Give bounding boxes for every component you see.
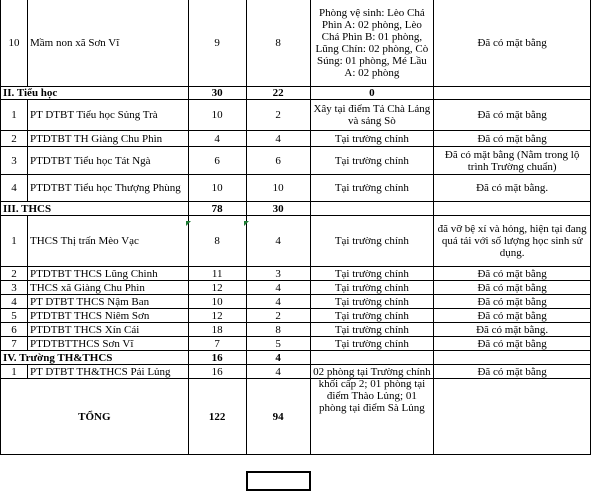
- error-marker-indicator: [186, 221, 191, 226]
- cell-count-b[interactable]: 4: [246, 281, 310, 295]
- cell-count-a[interactable]: 12: [188, 281, 246, 295]
- cell-school-name[interactable]: PTDTBTTHCS Sơn Vĩ: [27, 337, 188, 351]
- cell-note[interactable]: Đã có mặt bằng: [434, 281, 591, 295]
- cell-location[interactable]: [310, 281, 434, 295]
- table-row: [1, 323, 591, 337]
- cell-count-b[interactable]: 4: [246, 295, 310, 309]
- cell-count-b[interactable]: 4: [246, 131, 310, 147]
- cell-location[interactable]: 0: [310, 87, 434, 100]
- cell-index[interactable]: 10: [1, 0, 28, 87]
- cell-count-b[interactable]: 6: [246, 147, 310, 175]
- table-row: [1, 147, 591, 175]
- location-text: Tại trường chính: [334, 154, 409, 167]
- location-text: Tại trường chính: [334, 281, 409, 294]
- cell-note[interactable]: Đã có mặt bằng (Nằm trong lộ trình Trường chuẩn): [434, 147, 591, 175]
- total-row: [1, 379, 591, 455]
- cell-location[interactable]: [310, 295, 434, 309]
- section-row: [1, 87, 591, 100]
- cell-index[interactable]: 2: [1, 267, 28, 281]
- cell-count-a[interactable]: 10: [188, 295, 246, 309]
- cell-count-b[interactable]: 8: [246, 0, 310, 87]
- cell-count-a[interactable]: 16: [188, 365, 246, 379]
- cell-count-a[interactable]: 78: [188, 202, 246, 216]
- table-row: [1, 175, 591, 202]
- cell-location[interactable]: [310, 323, 434, 337]
- table-row: [1, 337, 591, 351]
- table-row: [1, 216, 591, 267]
- cell-note[interactable]: đã vỡ bệ xí và hỏng, hiện tại đang quá tải với số lượng học sinh sử dụng.: [434, 216, 591, 267]
- cell-index[interactable]: 2: [1, 131, 28, 147]
- cell-note[interactable]: Đã có mặt bằng.: [434, 323, 591, 337]
- cell-count-a[interactable]: 10: [188, 100, 246, 131]
- cell-count-a[interactable]: 11: [188, 267, 246, 281]
- cell-school-name[interactable]: PTDTBT TH Giàng Chu Phìn: [27, 131, 188, 147]
- cell-location[interactable]: [310, 147, 434, 175]
- cell-note[interactable]: [434, 351, 591, 365]
- cell-count-b[interactable]: 3: [246, 267, 310, 281]
- cell-school-name[interactable]: THCS xã Giàng Chu Phìn: [27, 281, 188, 295]
- cell-count-a[interactable]: 4: [188, 131, 246, 147]
- cell-note[interactable]: Đã có mặt bằng: [434, 337, 591, 351]
- cell-index[interactable]: 3: [1, 147, 28, 175]
- location-text: 02 phòng tại Trường chính khối cấp 2; 01 phòng tại điểm Thào Lủng; 01 phòng tại điểm Sà Lủng: [313, 365, 431, 414]
- location-text: Tại trường chính: [334, 235, 409, 247]
- cell-index[interactable]: 4: [1, 295, 28, 309]
- cell-count-b[interactable]: 94: [246, 379, 310, 455]
- table-row: [1, 267, 591, 281]
- location-text: Tại trường chính: [334, 132, 409, 145]
- cell-location[interactable]: [310, 131, 434, 147]
- location-text: Tại trường chính: [334, 267, 409, 280]
- cell-count-a[interactable]: 30: [188, 87, 246, 100]
- cell-location[interactable]: [310, 175, 434, 202]
- table-row: [1, 131, 591, 147]
- selected-cell-outline: [246, 471, 311, 491]
- cell-school-name[interactable]: PTDTBT Tiểu học Thượng Phùng: [27, 175, 188, 202]
- table-row: [1, 0, 591, 87]
- cell-school-name[interactable]: PTDTBT Tiểu học Tát Ngà: [27, 147, 188, 175]
- cell-count-a[interactable]: 18: [188, 323, 246, 337]
- cell-count-a[interactable]: 122: [188, 379, 246, 455]
- section-title[interactable]: II. Tiểu học: [1, 87, 189, 100]
- cell-school-name[interactable]: PT DTBT THCS Nậm Ban: [27, 295, 188, 309]
- cell-note[interactable]: [434, 87, 591, 100]
- cell-count-a[interactable]: 6: [188, 147, 246, 175]
- cell-count-a[interactable]: 10: [188, 175, 246, 202]
- cell-location[interactable]: [310, 309, 434, 323]
- cell-school-name[interactable]: PT DTBT Tiểu học Sủng Trà: [27, 100, 188, 131]
- table-row: [1, 295, 591, 309]
- cell-index[interactable]: 1: [1, 100, 28, 131]
- cell-location[interactable]: [310, 351, 434, 365]
- section-title[interactable]: III. THCS: [1, 202, 189, 216]
- cell-count-a[interactable]: 8: [188, 216, 246, 267]
- cell-index[interactable]: 5: [1, 309, 28, 323]
- cell-note[interactable]: Đã có mặt bằng: [434, 365, 591, 379]
- cell-count-b[interactable]: 2: [246, 309, 310, 323]
- cell-note[interactable]: Đã có mặt bằng: [434, 131, 591, 147]
- table-row: [1, 309, 591, 323]
- cell-school-name[interactable]: Mầm non xã Sơn Vĩ: [27, 0, 188, 87]
- cell-index[interactable]: 7: [1, 337, 28, 351]
- table-body: [1, 0, 591, 455]
- cell-school-name[interactable]: PTDTBT THCS Lũng Chinh: [27, 267, 188, 281]
- cell-index[interactable]: 4: [1, 175, 28, 202]
- location-text: Tại trường chính: [334, 295, 409, 308]
- cell-note[interactable]: [434, 379, 591, 455]
- cell-note[interactable]: Đã có mặt bằng: [434, 0, 591, 87]
- cell-note[interactable]: Đã có mặt bằng: [434, 309, 591, 323]
- cell-count-b[interactable]: 4: [246, 216, 310, 267]
- total-label[interactable]: TỔNG: [1, 379, 189, 455]
- cell-school-name[interactable]: PT DTBT TH&THCS Pải Lủng: [27, 365, 188, 379]
- cell-count-a[interactable]: 12: [188, 309, 246, 323]
- cell-location[interactable]: [310, 0, 434, 87]
- location-text: Tại trường chính: [334, 337, 409, 350]
- table-row: [1, 365, 591, 379]
- cell-count-b[interactable]: 30: [246, 202, 310, 216]
- cell-location[interactable]: [310, 365, 434, 414]
- cell-location[interactable]: [310, 202, 434, 216]
- cell-count-b[interactable]: 8: [246, 323, 310, 337]
- cell-note[interactable]: [434, 202, 591, 216]
- cell-count-b[interactable]: 4: [246, 365, 310, 379]
- cell-note[interactable]: Đã có mặt bằng.: [434, 175, 591, 202]
- cell-location[interactable]: [310, 100, 434, 131]
- cell-count-b[interactable]: 10: [246, 175, 310, 202]
- location-text: Tại trường chính: [334, 309, 409, 322]
- location-text: Tại trường chính: [334, 182, 409, 194]
- cell-school-name[interactable]: PTDTBT THCS Xín Cái: [27, 323, 188, 337]
- location-text: Xây tại điểm Tả Chà Lảng và sảng Sò: [313, 103, 431, 127]
- cell-index[interactable]: 1: [1, 216, 28, 267]
- cell-count-b[interactable]: 2: [246, 100, 310, 131]
- table-row: [1, 100, 591, 131]
- cell-note[interactable]: Đã có mặt bằng: [434, 295, 591, 309]
- section-title[interactable]: IV. Trường TH&THCS: [1, 351, 189, 365]
- cell-count-b[interactable]: 22: [246, 87, 310, 100]
- cell-index[interactable]: 3: [1, 281, 28, 295]
- table-row: [1, 281, 591, 295]
- cell-index[interactable]: 6: [1, 323, 28, 337]
- cell-note[interactable]: Đã có mặt bằng: [434, 100, 591, 131]
- location-text: Tại trường chính: [334, 323, 409, 336]
- cell-count-a[interactable]: 9: [188, 0, 246, 87]
- cell-count-a[interactable]: 16: [188, 351, 246, 365]
- cell-school-name[interactable]: PTDTBT THCS Niêm Sơn: [27, 309, 188, 323]
- cell-note[interactable]: Đã có mặt bằng: [434, 267, 591, 281]
- cell-location[interactable]: [310, 267, 434, 281]
- cell-count-b[interactable]: 4: [246, 351, 310, 365]
- section-row: [1, 202, 591, 216]
- error-marker-indicator: [244, 221, 249, 226]
- cell-location[interactable]: [310, 216, 434, 267]
- cell-index[interactable]: 1: [1, 365, 28, 379]
- cell-count-b[interactable]: 5: [246, 337, 310, 351]
- cell-count-a[interactable]: 7: [188, 337, 246, 351]
- cell-location[interactable]: [310, 337, 434, 351]
- section-row: [1, 351, 591, 365]
- cell-school-name[interactable]: THCS Thị trấn Mèo Vạc: [27, 216, 188, 267]
- location-text: Phòng vệ sinh: Lèo Chá Phìn A: 02 phòng, Lèo Chá Phìn B: 01 phòng, Lũng Chín: 02 phòng, Cò Súng: 01 phòng, Mé Lầu A: 02 phòng: [315, 7, 429, 79]
